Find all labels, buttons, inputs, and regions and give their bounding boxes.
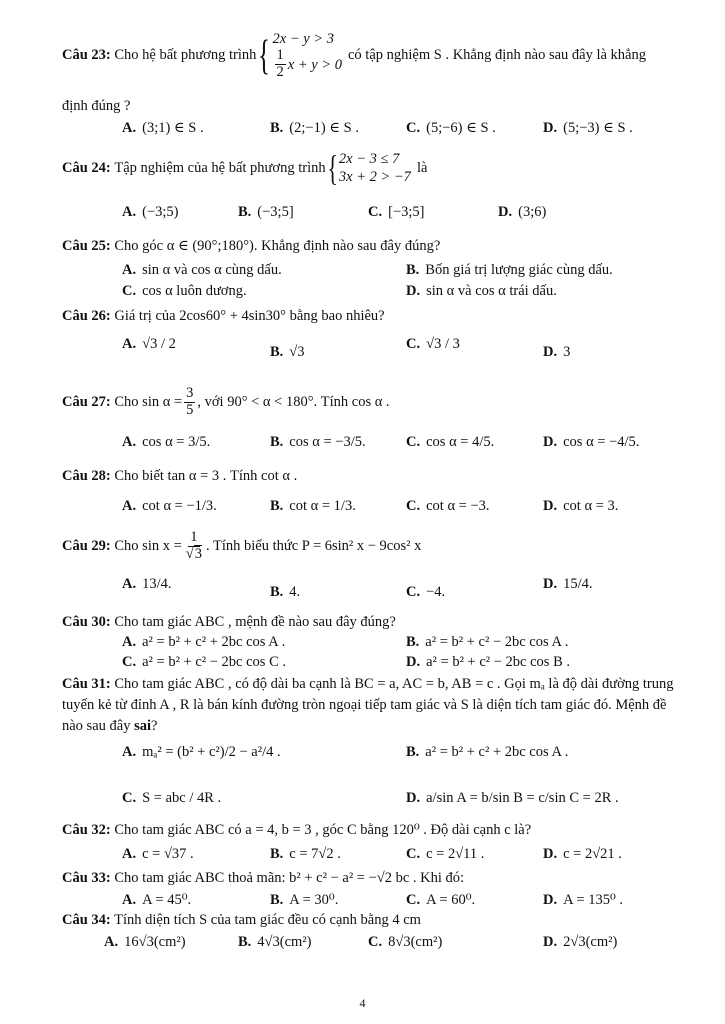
q31-option-c[interactable]: C. S = abc / 4R . [122, 790, 222, 806]
q27-option-c[interactable]: C. cos α = 4/5. [406, 434, 495, 450]
q29-fraction: $\frac{1}{√3}$ [185, 529, 202, 562]
q24-option-c[interactable]: C. [−3;5] [368, 204, 425, 220]
q31-text: Cho tam giác ABC , có độ dài ba cạnh là BC = a, AC = b, AB = c . Gọi mₐ là độ dài đường trung tuyến kẻ từ đỉnh A , R là bán kính đường tròn ngoại tiếp tam giác và S là diện tích tam giác đó. Mệnh đề nào sau đây [62, 676, 674, 734]
q31-option-d[interactable]: D. a/sin A = b/sin B = c/sin C = 2R . [406, 790, 619, 806]
q23-label: Câu 23: [62, 47, 111, 63]
q31-emphasis: sai [134, 718, 151, 734]
q28-option-a[interactable]: A. cot α = −1/3. [122, 498, 217, 514]
q23-sys-2-tail: x + y > 0 [287, 56, 342, 73]
q32-option-c[interactable]: C. c = 2√11 . [406, 846, 485, 862]
q26-option-c[interactable]: C. √3 / 3 [406, 336, 460, 352]
question-28 [62, 468, 675, 485]
question-26 [62, 308, 675, 325]
q23-continuation: định đúng ? [62, 98, 131, 114]
q26-text: Giá trị của 2cos60° + 4sin30° bằng bao nhiêu? [114, 308, 385, 324]
q30-text: Cho tam giác ABC , mệnh đề nào sau đây đúng? [114, 614, 396, 630]
q23-pre: Cho hệ bất phương trình [114, 47, 257, 63]
q27-pre: Cho sin α = [114, 393, 183, 410]
q24-option-b[interactable]: B. (−3;5] [238, 204, 294, 220]
q34-option-d[interactable]: D. 2√3(cm²) [543, 934, 618, 950]
system-brace: { [258, 32, 271, 79]
q28-option-c[interactable]: C. cot α = −3. [406, 498, 490, 514]
q23-option-c[interactable]: C. (5;−6) ∈ S . [406, 120, 496, 136]
q26-label: Câu 26: [62, 308, 111, 324]
q23-sys-2 [273, 48, 342, 81]
q28-option-d[interactable]: D. cot α = 3. [543, 498, 619, 514]
q24-post: là [416, 159, 428, 176]
q30-option-c[interactable]: C. a² = b² + c² − 2bc cos C . [122, 654, 286, 670]
q32-text: Cho tam giác ABC có a = 4, b = 3 , góc C bằng 120⁰ . Độ dài cạnh c là? [114, 822, 532, 838]
q34-text: Tính diện tích S của tam giác đều có cạnh bằng 4 cm [110, 912, 421, 928]
q23-post: có tập nghiệm S . Khẳng định nào sau đây là khẳng [347, 47, 646, 63]
q24-sys-2: 3x + 2 > −7 [338, 169, 411, 186]
q33-label: Câu 33: [62, 870, 111, 886]
q30-option-d[interactable]: D. a² = b² + c² − 2bc cos B . [406, 654, 570, 670]
q31-option-a[interactable]: A. mₐ² = (b² + c²)/2 − a²/4 . [122, 744, 281, 760]
q25-option-b[interactable]: B. Bốn giá trị lượng giác cùng dấu. [406, 262, 613, 278]
q27-post: , với 90° < α < 180°. Tính cos α . [197, 393, 390, 410]
q34-label: Câu 34: [62, 912, 111, 928]
q30-option-a[interactable]: A. a² = b² + c² + 2bc cos A . [122, 634, 286, 650]
q34-option-b[interactable]: B. 4√3(cm²) [238, 934, 312, 950]
q31-option-b[interactable]: B. a² = b² + c² + 2bc cos A . [406, 744, 569, 760]
q27-option-a[interactable]: A. cos α = 3/5. [122, 434, 211, 450]
q24-sys-1: 2x − 3 ≤ 7 [338, 151, 400, 167]
q33-text: Cho tam giác ABC thoả mãn: b² + c² − a² = −√2 bc . Khi đó: [114, 870, 465, 886]
page-number: 4 [359, 996, 366, 1010]
question-31 [62, 674, 675, 737]
q23-half-fraction: $\frac{1}{2}$ [276, 47, 284, 81]
question-27 [62, 386, 390, 419]
q25-text: Cho góc α ∈ (90°;180°). Khẳng định nào sau đây đúng? [114, 238, 441, 254]
question-32 [62, 822, 675, 839]
q26-option-a[interactable]: A. √3 / 2 [122, 336, 176, 352]
q29-label: Câu 29: [62, 537, 111, 554]
q23-system [273, 30, 342, 81]
question-23 [62, 30, 646, 81]
q33-option-a[interactable]: A. A = 45⁰. [122, 892, 192, 908]
q24-system [339, 150, 411, 186]
q24-pre: Tập nghiệm của hệ bất phương trình [114, 159, 326, 176]
question-25 [62, 238, 675, 255]
q29-option-a[interactable]: A. 13/4. [122, 576, 172, 592]
q24-option-d[interactable]: D. (3;6) [498, 204, 547, 220]
q23-option-a[interactable]: A. (3;1) ∈ S . [122, 120, 204, 136]
q23-option-d[interactable]: D. (5;−3) ∈ S . [543, 120, 633, 136]
q31-tail: ? [151, 718, 158, 734]
q23-sys-1: 2x − y > 3 [272, 31, 334, 47]
q29-option-b[interactable]: B. 4. [270, 584, 301, 600]
question-34 [62, 912, 675, 929]
q28-label: Câu 28: [62, 468, 111, 484]
q32-label: Câu 32: [62, 822, 111, 838]
q28-text: Cho biết tan α = 3 . Tính cot α . [114, 468, 298, 484]
q25-label: Câu 25: [62, 238, 111, 254]
q27-fraction: $\frac{3}{5}$ [186, 385, 194, 418]
question-33 [62, 870, 675, 887]
q26-option-b[interactable]: B. √3 [270, 344, 305, 360]
q29-post: . Tính biểu thức P = 6sin² x − 9cos² x [206, 537, 422, 554]
q33-option-c[interactable]: C. A = 60⁰. [406, 892, 476, 908]
q30-option-b[interactable]: B. a² = b² + c² − 2bc cos A . [406, 634, 569, 650]
q26-option-d[interactable]: D. 3 [543, 344, 571, 360]
q24-label: Câu 24: [62, 159, 111, 176]
q24-option-a[interactable]: A. (−3;5) [122, 204, 179, 220]
q30-label: Câu 30: [62, 614, 111, 630]
q25-option-c[interactable]: C. cos α luôn dương. [122, 283, 247, 299]
q32-option-a[interactable]: A. c = √37 . [122, 846, 194, 862]
q29-option-d[interactable]: D. 15/4. [543, 576, 593, 592]
q27-option-b[interactable]: B. cos α = −3/5. [270, 434, 366, 450]
q28-option-b[interactable]: B. cot α = 1/3. [270, 498, 356, 514]
q23-option-b[interactable]: B. (2;−1) ∈ S . [270, 120, 359, 136]
q33-option-d[interactable]: D. A = 135⁰ . [543, 892, 624, 908]
question-30 [62, 614, 675, 631]
q25-option-d[interactable]: D. sin α và cos α trái dấu. [406, 283, 557, 299]
q32-option-d[interactable]: D. c = 2√21 . [543, 846, 622, 862]
q29-option-c[interactable]: C. −4. [406, 584, 446, 600]
question-29 [62, 530, 421, 563]
question-24 [62, 148, 428, 189]
q34-option-c[interactable]: C. 8√3(cm²) [368, 934, 443, 950]
q27-label: Câu 27: [62, 393, 111, 410]
q27-option-d[interactable]: D. cos α = −4/5. [543, 434, 640, 450]
q31-label: Câu 31: [62, 676, 111, 692]
q29-pre: Cho sin x = [114, 537, 182, 554]
system-brace: { [327, 148, 338, 189]
q34-option-a[interactable]: A. 16√3(cm²) [104, 934, 186, 950]
q25-option-a[interactable]: A. sin α và cos α cùng dấu. [122, 262, 282, 278]
q33-option-b[interactable]: B. A = 30⁰. [270, 892, 339, 908]
q32-option-b[interactable]: B. c = 7√2 . [270, 846, 341, 862]
